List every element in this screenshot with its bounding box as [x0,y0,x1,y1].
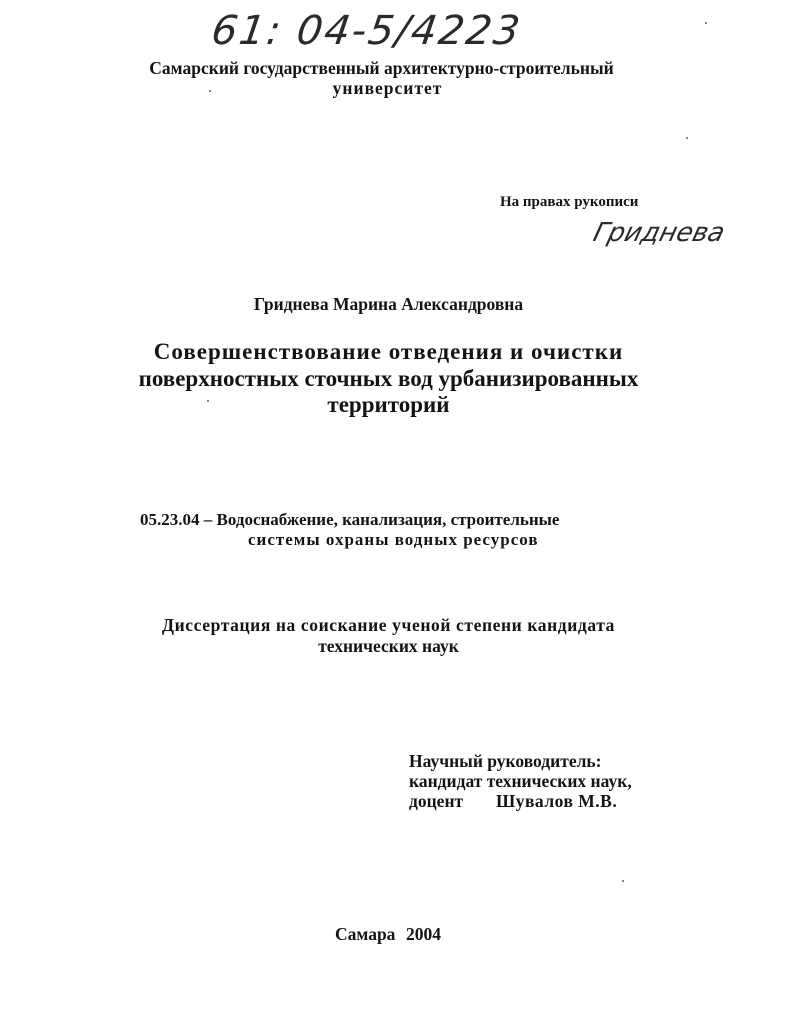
supervisor-label: Научный руководитель: [409,751,602,771]
signature: Гриднева [590,218,728,248]
footer-year: 2004 [406,924,441,944]
author-name: Гриднева Марина Александровна [253,294,524,314]
scan-speck [209,90,211,92]
title-line-3: территорий [327,392,450,417]
title-line-1: Совершенствование отведения и очистки [153,339,624,364]
manuscript-rights-label: На правах рукописи [500,194,639,210]
institution-line-1: Самарский государственный архитектурно-строительный [149,58,614,78]
archive-number-handwritten: 61: 04-5/4223 [208,8,525,54]
scan-speck [207,400,209,402]
institution-line-2: университет [332,78,443,98]
supervisor-degree: кандидат технических наук, [409,771,632,791]
footer-city: Самара [335,924,396,944]
degree-line-1: Диссертация на соискание ученой степени кандидата [161,615,616,635]
specialty-line-1: 05.23.04 – Водоснабжение, канализация, строительные [140,510,560,529]
supervisor-position: доцент [409,791,464,811]
scan-speck [705,22,707,24]
specialty-line-2: системы охраны водных ресурсов [248,530,539,549]
degree-line-2: технических наук [318,636,459,656]
scan-speck [686,137,688,139]
supervisor-name: Шувалов М.В. [496,791,618,811]
title-line-2: поверхностных сточных вод урбанизированных [138,366,639,391]
scan-speck [622,880,624,882]
